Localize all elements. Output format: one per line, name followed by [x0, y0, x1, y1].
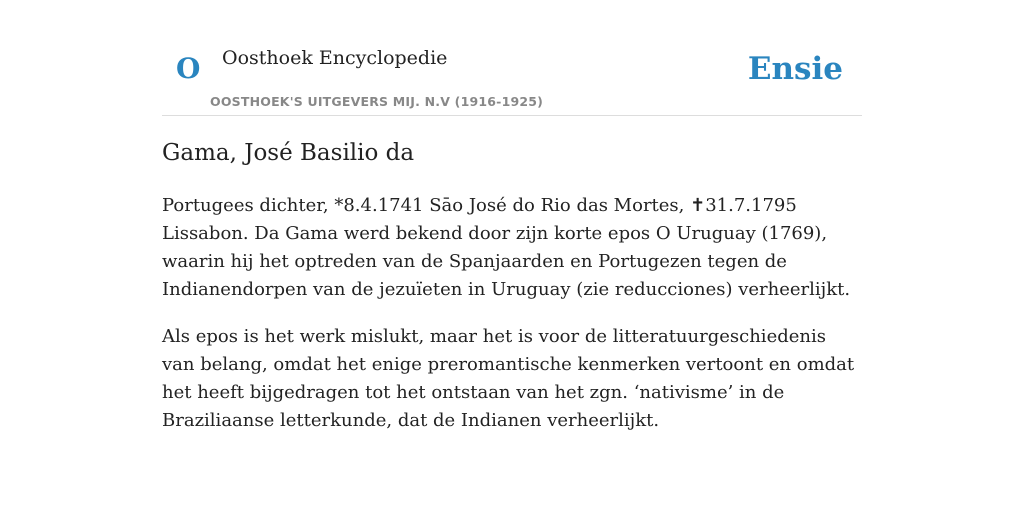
source-logo[interactable]: O [176, 52, 201, 85]
source-header [162, 40, 862, 116]
source-title-link[interactable]: Oosthoek Encyclopedie [222, 47, 448, 69]
entry-paragraph: Portugees dichter, *8.4.1741 Sāo José do Rio das Mortes, ✝31.7.1795 Lissabon. Da Gama werd bekend door zijn korte epos O Uruguay (1769), waarin hij het optreden van de Spanjaarden en Portugezen tegen de Indianendorpen van de jezuïeten in Uruguay (zie reducciones) verheerlijkt. [162, 195, 851, 300]
brand-logo[interactable]: Ensie [747, 51, 843, 87]
entry-paragraph: Als epos is het werk mislukt, maar het is voor de litteratuurgeschiedenis van belang, omdat het enige preromantische kenmerken vertoont en omdat het heeft bijgedragen tot het ontstaan van het zgn. ‘nativisme’ in de Braziliaanse letterkunde, dat de Indianen verheerlijkt. [162, 326, 855, 431]
entry-body [162, 192, 862, 454]
entry-title: Gama, José Basilio da [162, 140, 415, 166]
publisher-label: OOSTHOEK'S UITGEVERS MIJ. N.V (1916-1925) [210, 94, 544, 109]
